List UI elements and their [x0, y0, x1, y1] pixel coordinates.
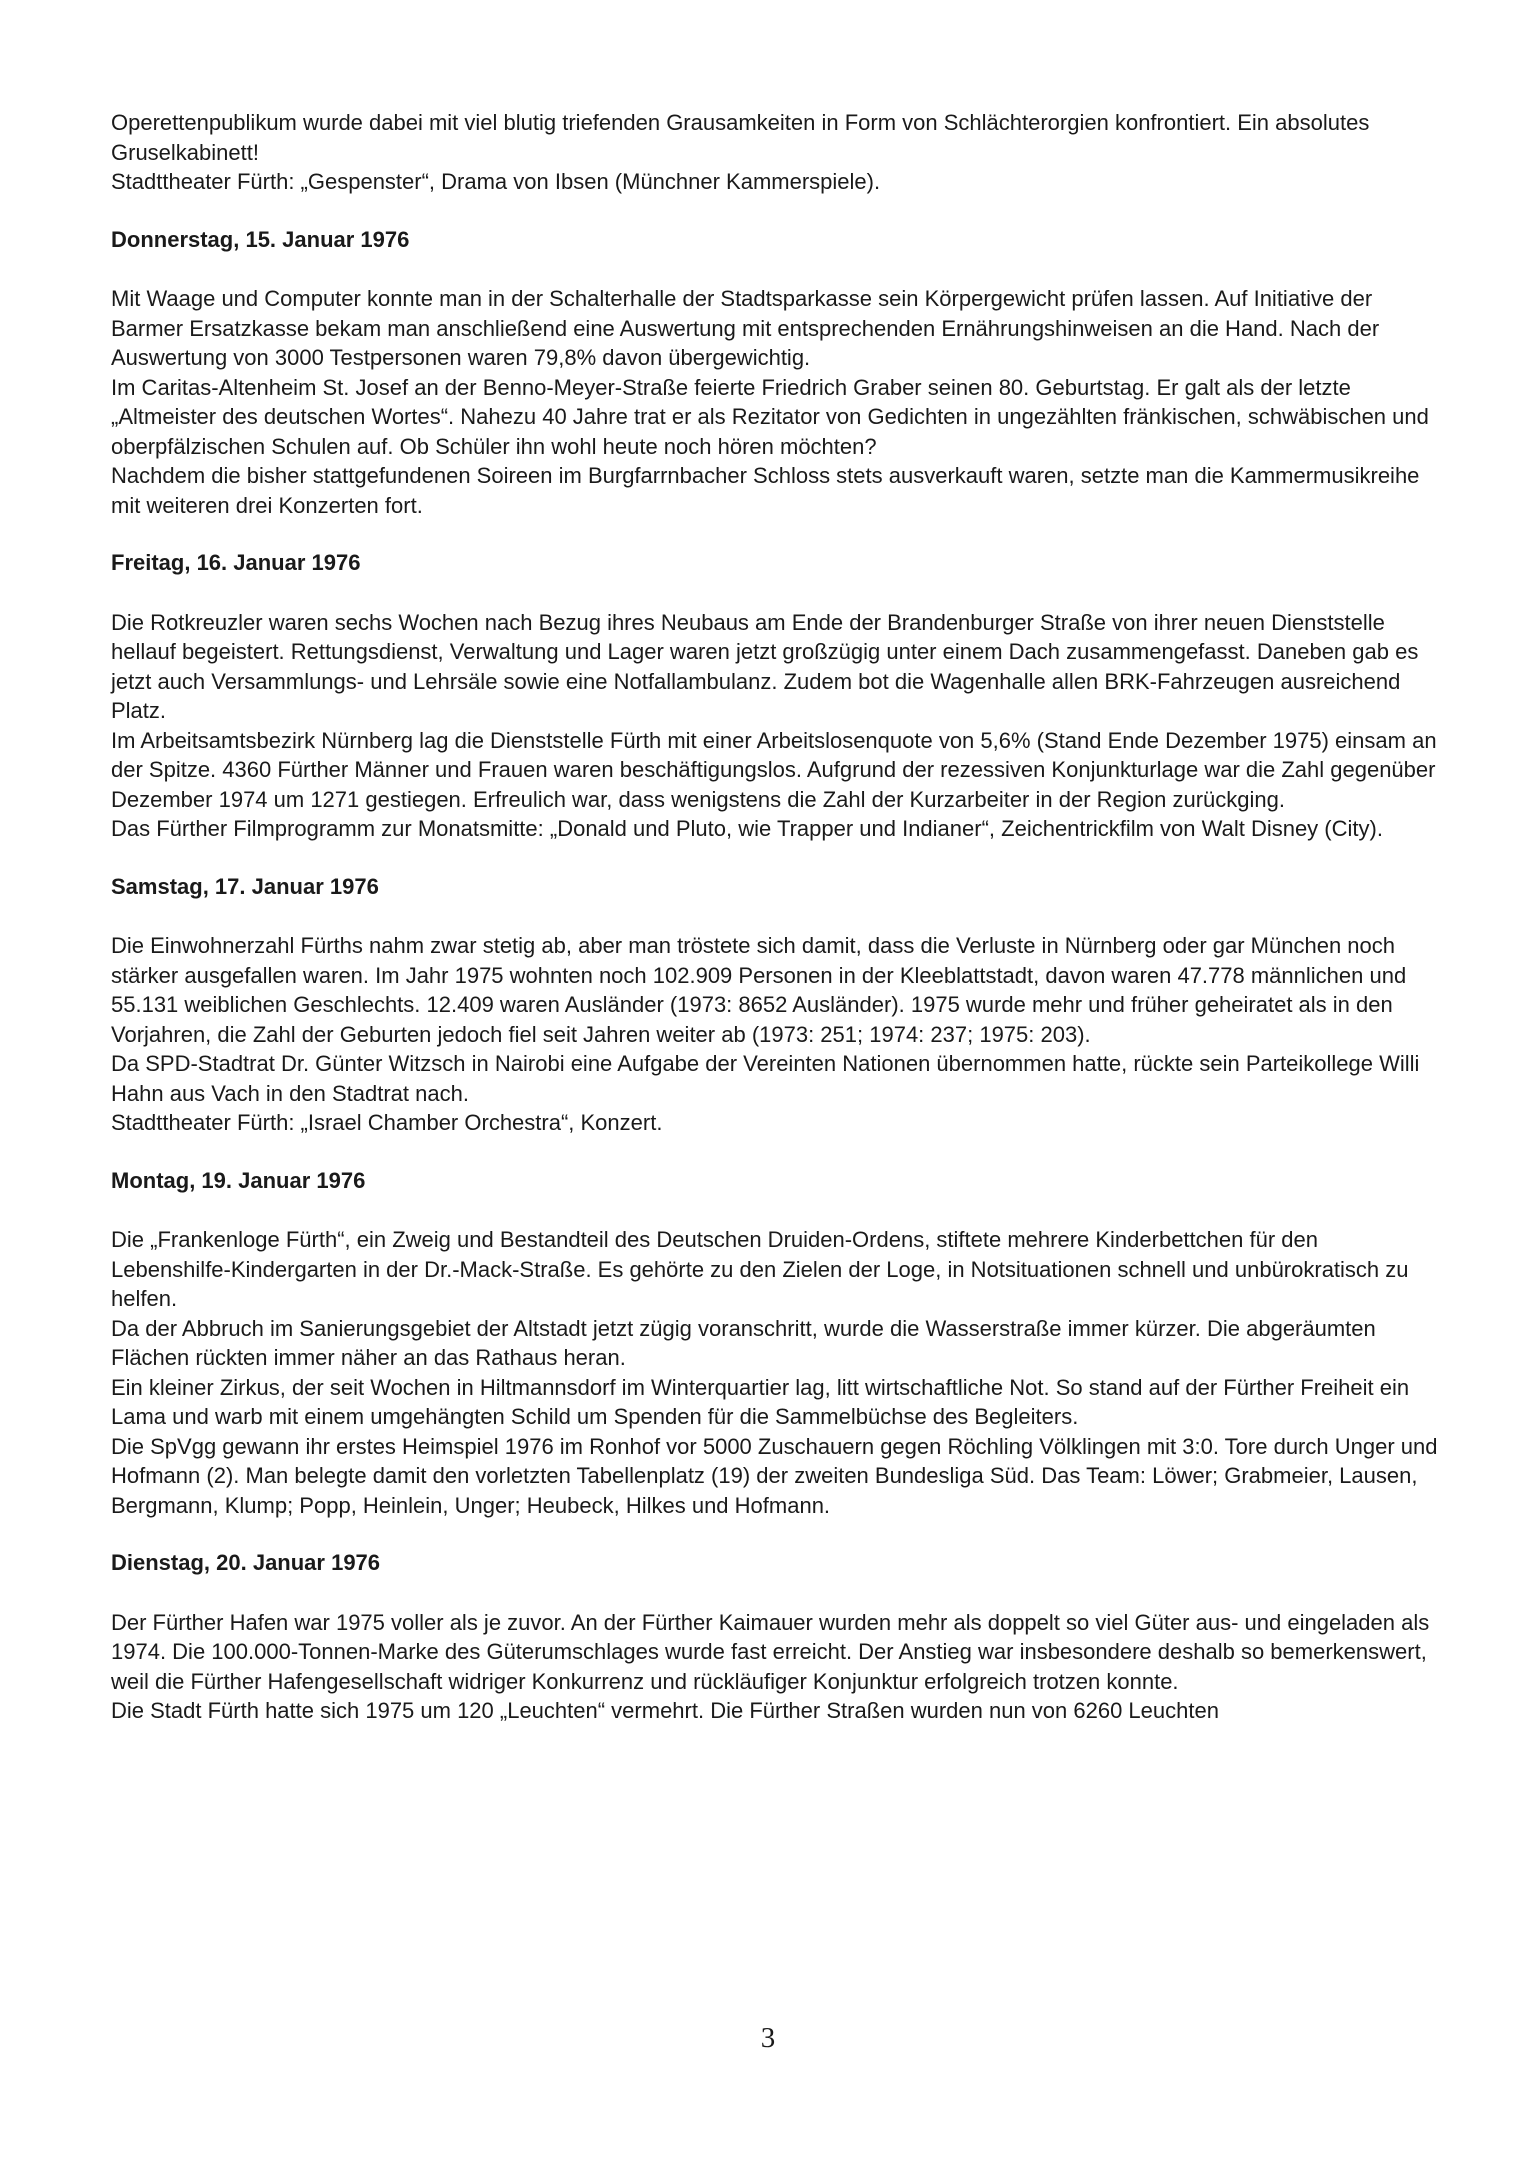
section-paragraph: Da der Abbruch im Sanierungsgebiet der Altstadt jetzt zügig voranschritt, wurde die Wasserstraße immer kürzer. Die abgeräumten Flächen rückten immer näher an das Rathaus heran. — [111, 1315, 1376, 1370]
section-paragraph: Im Arbeitsamtsbezirk Nürnberg lag die Dienststelle Fürth mit einer Arbeitslosenquote von 5,6% (Stand Ende Dezember 1975) einsam an der Spitze. 4360 Fürther Männer und Frauen waren beschäftigungslos. Aufgrund der rezessiven Konjunkturlage war die Zahl gegenüber Dezember 1974 um 1271 gestiegen. Erfreulich war, dass wenigstens die Zahl der Kurzarbeiter in der Region zurückging. — [111, 727, 1437, 812]
section-paragraph: Da SPD-Stadtrat Dr. Günter Witzsch in Nairobi eine Aufgabe der Vereinten Nationen übernommen hatte, rückte sein Parteikollege Willi Hahn aus Vach in den Stadtrat nach. — [111, 1051, 1420, 1106]
section-heading: Freitag, 16. Januar 1976 — [111, 550, 361, 575]
section-heading: Samstag, 17. Januar 1976 — [111, 873, 379, 899]
section-paragraph: Nachdem die bisher stattgefundenen Soireen im Burgfarrnbacher Schloss stets ausverkauft waren, setzte man die Kammermusikreihe mit weiteren drei Konzerten fort. — [111, 463, 1420, 518]
section-paragraph: Die SpVgg gewann ihr erstes Heimspiel 1976 im Ronhof vor 5000 Zuschauern gegen Röchling Völklingen mit 3:0. Tore durch Unger und Hofmann (2). Man belegte damit den vorletzten Tabellenplatz (19) der zweiten Bundesliga Süd. Das Team: Löwer; Grabmeier, Lausen, Bergmann, Klump; Popp, Heinlein, Unger; Heubeck, Hilkes und Hofmann. — [111, 1433, 1438, 1518]
section-paragraph: Mit Waage und Computer konnte man in der Schalterhalle der Stadtsparkasse sein Körpergewicht prüfen lassen. Auf Initiative der Barmer Ersatzkasse bekam man anschließend eine Auswertung mit entsprechenden Ernährungshinweisen an die Hand. Nach der Auswertung von 3000 Testpersonen waren 79,8% davon übergewichtig. — [111, 286, 1380, 370]
page-number: 3 — [760, 2022, 776, 2054]
section-paragraph: Stadttheater Fürth: „Israel Chamber Orchestra“, Konzert. — [111, 1110, 663, 1135]
intro-paragraph: Operettenpublikum wurde dabei mit viel blutig triefenden Grausamkeiten in Form von Schlächterorgien konfrontiert. Ein absolutes Gruselkabinett! — [111, 110, 1370, 165]
section-paragraph: Ein kleiner Zirkus, der seit Wochen in Hiltmannsdorf im Winterquartier lag, litt wirtschaftliche Not. So stand auf der Fürther Freiheit ein Lama und warb mit einem umgehängten Schild um Spenden für die Sammelbüchse des Begleiters. — [111, 1374, 1410, 1429]
section-heading: Dienstag, 20. Januar 1976 — [111, 1550, 381, 1575]
intro-paragraph: Stadttheater Fürth: „Gespenster“, Drama von Ibsen (Münchner Kammerspiele). — [111, 169, 881, 194]
section-heading: Montag, 19. Januar 1976 — [111, 1167, 366, 1193]
section-paragraph: Das Fürther Filmprogramm zur Monatsmitte: „Donald und Pluto, wie Trapper und Indianer“, Zeichentrickfilm von Walt Disney (City). — [111, 816, 1383, 841]
section-heading: Donnerstag, 15. Januar 1976 — [111, 226, 410, 252]
section-paragraph: Im Caritas-Altenheim St. Josef an der Benno-Meyer-Straße feierte Friedrich Graber seinen 80. Geburtstag. Er galt als der letzte „Altmeister des deutschen Wortes“. Nahezu 40 Jahre trat er als Rezitator von Gedichten in ungezählten fränkischen, schwäbischen und oberpfälzischen Schulen auf. Ob Schüler ihn wohl heute noch hören möchten? — [111, 374, 1429, 459]
section-paragraph: Der Fürther Hafen war 1975 voller als je zuvor. An der Fürther Kaimauer wurden mehr als doppelt so viel Güter aus- und eingeladen als 1974. Die 100.000-Tonnen-Marke des Güterumschlages wurde fast erreicht. Der Anstieg war insbesondere deshalb so bemerkenswert, weil die Fürther Hafengesellschaft widriger Konkurrenz und rückläufiger Konjunktur erfolgreich trotzen konnte. — [111, 1609, 1430, 1694]
document-page — [111, 108, 1441, 1726]
section-paragraph: Die Rotkreuzler waren sechs Wochen nach Bezug ihres Neubaus am Ende der Brandenburger Straße von ihrer neuen Dienststelle hellauf begeistert. Rettungsdienst, Verwaltung und Lager waren jetzt großzügig unter einem Dach zusammengefasst. Daneben gab es jetzt auch Versammlungs- und Lehrsäle sowie eine Notfallambulanz. Zudem bot die Wagenhalle allen BRK-Fahrzeugen ausreichend Platz. — [111, 609, 1419, 723]
section-paragraph: Die „Frankenloge Fürth“, ein Zweig und Bestandteil des Deutschen Druiden-Ordens, stiftete mehrere Kinderbettchen für den Lebenshilfe-Kindergarten in der Dr.-Mack-Straße. Es gehörte zu den Zielen der Loge, in Notsituationen schnell und unbürokratisch zu helfen. — [111, 1227, 1409, 1311]
section-paragraph: Die Stadt Fürth hatte sich 1975 um 120 „Leuchten“ vermehrt. Die Fürther Straßen wurden nun von 6260 Leuchten — [111, 1698, 1219, 1723]
section-paragraph: Die Einwohnerzahl Fürths nahm zwar stetig ab, aber man tröstete sich damit, dass die Verluste in Nürnberg oder gar München noch stärker ausgefallen waren. Im Jahr 1975 wohnten noch 102.909 Personen in der Kleeblattstadt, davon waren 47.778 männlichen und 55.131 weiblichen Geschlechts. 12.409 waren Ausländer (1973: 8652 Ausländer). 1975 wurde mehr und früher geheiratet als in den Vorjahren, die Zahl der Geburten jedoch fiel seit Jahren weiter ab (1973: 251; 1974: 237; 1975: 203). — [111, 933, 1407, 1047]
